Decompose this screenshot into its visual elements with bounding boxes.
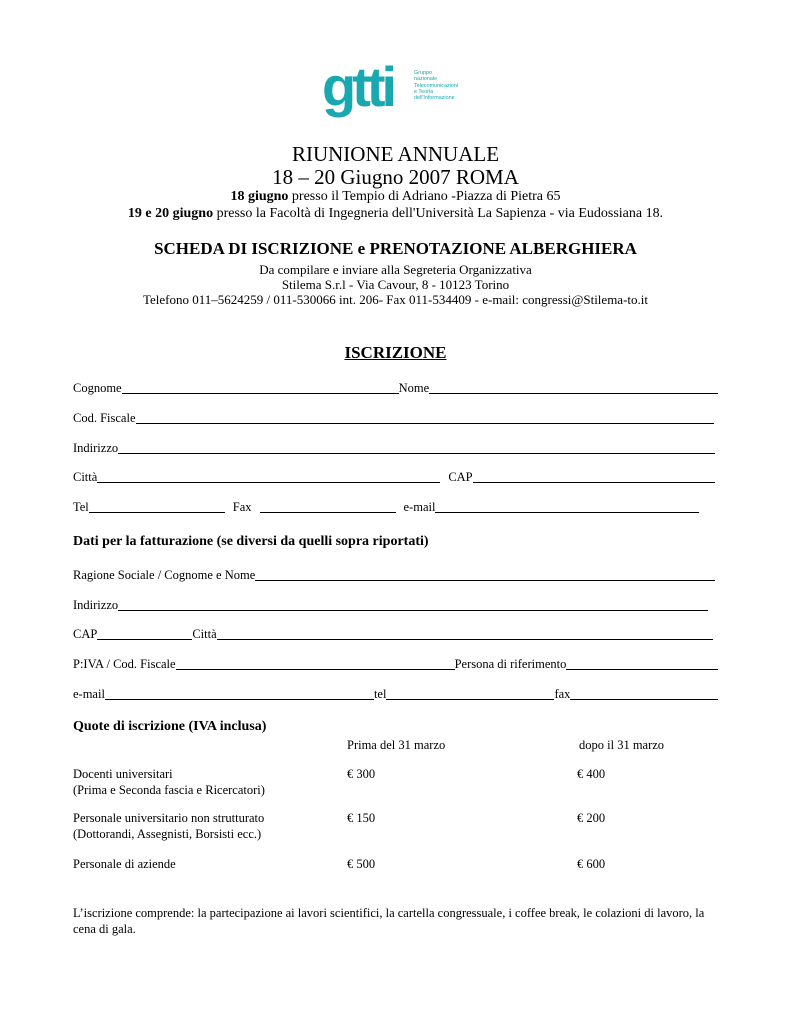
ragione-sociale-label: Ragione Sociale / Cognome e Nome — [73, 568, 256, 582]
indirizzo-row — [73, 440, 715, 456]
citta-cap-row — [73, 469, 715, 485]
day2-date: 19 e 20 giugno — [127, 206, 214, 221]
quote-price-after: € 600 — [577, 857, 606, 871]
nome-label: Nome — [398, 381, 430, 395]
tel-field[interactable] — [89, 512, 225, 513]
ragione-sociale-row — [73, 567, 715, 583]
cap-field[interactable] — [473, 482, 715, 483]
fatt-email-label: e-mail — [73, 687, 105, 701]
fax-field[interactable] — [260, 512, 396, 513]
cognome-field[interactable] — [122, 393, 399, 394]
piva-label: P:IVA / Cod. Fiscale — [73, 657, 176, 671]
quote-price-before: € 500 — [347, 857, 376, 871]
logo-sub-line: Gruppo — [414, 70, 432, 76]
quote-category: Personale universitario non strutturato — [73, 811, 265, 825]
fax-label: Fax — [232, 500, 252, 514]
cod-fiscale-field[interactable] — [136, 423, 715, 424]
indirizzo-label: Indirizzo — [73, 441, 119, 455]
day2-venue — [0, 206, 791, 222]
logo-sub-line: nazionale — [414, 76, 438, 83]
iscrizione-heading: ISCRIZIONE — [344, 343, 447, 362]
cod-fiscale-label: Cod. Fiscale — [73, 411, 136, 425]
fatt-tel-field[interactable] — [386, 699, 554, 700]
fatt-indirizzo-field[interactable] — [118, 610, 708, 611]
quote-col-after: dopo il 31 marzo — [579, 738, 665, 752]
logo-sub-line: dell'Informazione — [414, 95, 455, 102]
piva-field[interactable] — [176, 669, 455, 670]
quote-price-after: € 400 — [577, 767, 606, 781]
quote-category: Personale di aziende — [73, 857, 176, 871]
quote-price-before: € 300 — [347, 767, 376, 781]
quote-category-detail: (Dottorandi, Assegnisti, Borsisti ecc.) — [73, 827, 262, 841]
iscrizione-note: L’iscrizione comprende: la partecipazione ai lavori scientifici, la cartella congressuale, i coffee break, le colazioni di lavoro, la cena di gala. — [73, 906, 705, 936]
citta-field[interactable] — [97, 482, 440, 483]
fatturazione-heading: Dati per la fatturazione (se diversi da quelli sopra riportati) — [73, 534, 429, 549]
quote-col-before: Prima del 31 marzo — [347, 738, 446, 752]
quote-category-detail: (Prima e Seconda fascia e Ricercatori) — [73, 783, 265, 797]
fatt-indirizzo-label: Indirizzo — [73, 598, 119, 612]
fatt-indirizzo-row — [73, 597, 708, 613]
instructions: Da compilare e inviare alla Segreteria Organizzativa — [259, 262, 532, 277]
day2-location: presso la Facoltà di Ingegneria dell'Università La Sapienza - via Eudossiana 18. — [213, 206, 664, 221]
gtti-logo — [322, 58, 482, 124]
logo-wordmark: gtti — [322, 58, 394, 118]
fatt-fax-field[interactable] — [570, 699, 718, 700]
fatt-cap-field[interactable] — [97, 639, 192, 640]
cap-label: CAP — [448, 470, 473, 484]
quote-price-before: € 150 — [347, 811, 376, 825]
form-title: SCHEDA DI ISCRIZIONE e PRENOTAZIONE ALBERGHIERA — [154, 239, 637, 258]
tel-label: Tel — [73, 500, 89, 514]
day1-date: 18 giugno — [230, 189, 289, 204]
quote-heading: Quote di iscrizione (IVA inclusa) — [73, 719, 267, 734]
logo-sub-line: Telecomunicazioni — [414, 82, 459, 89]
email-label: e-mail — [403, 500, 436, 514]
organizer-contacts: Telefono 011–5624259 / 011-530066 int. 206- Fax 011-534409 - e-mail: congressi@Stilema-to.it — [143, 292, 648, 307]
indirizzo-field[interactable] — [118, 453, 715, 454]
fatt-citta-field[interactable] — [217, 639, 713, 640]
fatt-cap-citta-row — [73, 626, 713, 642]
fatt-citta-label: Città — [192, 627, 217, 641]
citta-label: Città — [73, 470, 98, 484]
quote-row-label — [73, 810, 264, 842]
fatt-email-field[interactable] — [105, 699, 374, 700]
quote-row-label — [73, 856, 176, 872]
persona-field[interactable] — [566, 669, 718, 670]
nome-field[interactable] — [429, 393, 718, 394]
quote-row-label — [73, 766, 265, 798]
fatt-tel-label: tel — [373, 687, 387, 701]
logo-sub-line: e Teoria — [414, 88, 434, 95]
piva-persona-row — [73, 656, 718, 672]
quote-category: Docenti universitari — [73, 767, 173, 781]
fatt-cap-label: CAP — [73, 627, 98, 641]
logo-subtitle — [414, 70, 484, 101]
cod-fiscale-row — [73, 410, 714, 426]
day1-location: presso il Tempio di Adriano -Piazza di Pietra 65 — [288, 189, 561, 204]
meeting-dates: 18 – 20 Giugno 2007 ROMA — [272, 165, 519, 189]
cognome-nome-row — [73, 380, 718, 396]
fatt-fax-label: fax — [554, 687, 571, 701]
persona-label: Persona di riferimento — [454, 657, 567, 671]
tel-fax-email-row — [73, 499, 699, 515]
quote-price-after: € 200 — [577, 811, 606, 825]
cognome-label: Cognome — [73, 381, 122, 395]
ragione-sociale-field[interactable] — [255, 580, 715, 581]
email-field[interactable] — [435, 512, 699, 513]
fatt-email-tel-fax-row — [73, 686, 718, 702]
gtti-logo-mark — [322, 58, 414, 124]
day1-venue — [0, 189, 791, 205]
meeting-title: RIUNIONE ANNUALE — [291, 142, 500, 166]
organizer-address: Stilema S.r.l - Via Cavour, 8 - 10123 Torino — [281, 277, 510, 292]
